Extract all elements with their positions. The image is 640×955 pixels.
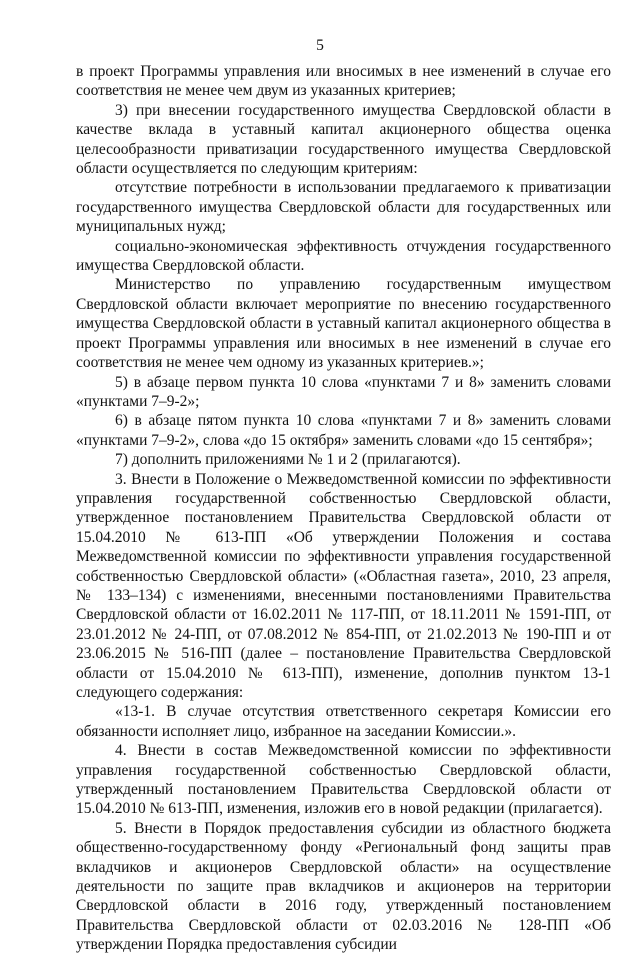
paragraph: Министерство по управлению государственным имуществом Свердловской области включает мероприятие по внесению государственного имущества Свердловской области в уставный капитал акционерного общества в проект Программы управления или вносимых в нее изменений в случае его соответствия не менее чем одному из указанных критериев.»; xyxy=(76,276,611,372)
paragraph: 7) дополнить приложениями № 1 и 2 (прилагаются). xyxy=(115,451,461,469)
paragraph: в проект Программы управления или вносимых в нее изменений в случае его соответствия не менее чем двум из указанных критериев; xyxy=(76,63,611,100)
paragraph: «13-1. В случае отсутствия ответственного секретаря Комиссии его обязанности исполняет лицо, избранное на заседании Комиссии.». xyxy=(76,703,611,740)
paragraph: 5) в абзаце первом пункта 10 слова «пунктами 7 и 8» заменить словами «пунктами 7–9-2»; xyxy=(76,373,611,410)
page-number: 5 xyxy=(316,37,324,54)
paragraph: социально-экономическая эффективность отчуждения государственного имущества Свердловской области. xyxy=(76,237,611,275)
document-body xyxy=(76,62,611,955)
paragraph: 3. Внести в Положение о Межведомственной комиссии по эффективности управления государственной собственностью Свердловской области, утвержденное постановлением Правительства Свердловской области от 15.04.2010 № 613-ПП «Об утверждении Положения и состава Межведомственной комиссии по эффективности управления государственной собственностью Свердловской области» («Областная газета», 2010, 23 апреля, № 133–134) с изменениями, внесенными постановлениями Правительства Свердловской области от 16.02.2011 № 117-ПП, от 18.11.2011 № 1591-ПП, от 23.01.2012 № 24-ПП, от 07.08.2012 № 854-ПП, от 21.02.2013 № 190-ПП и от 23.06.2015 № 516-ПП (далее – постановление Правительства Свердловской области от 15.04.2010 № 613-ПП), изменение, дополнив пунктом 13-1 следующего содержания: xyxy=(76,470,611,701)
paragraph: 4. Внести в состав Межведомственной комиссии по эффективности управления государственной собственностью Свердловской области, утвержденный постановлением Правительства Свердловской области от 15.04.2010 № 613-ПП, изменения, изложив его в новой редакции (прилагается). xyxy=(76,742,611,818)
paragraph: 3) при внесении государственного имущества Свердловской области в качестве вклада в уставный капитал акционерного общества оценка целесообразности приватизации государственного имущества Свердловской области осуществляется по следующим критериям: xyxy=(76,101,611,178)
paragraph: 6) в абзаце пятом пункта 10 слова «пунктами 7 и 8» заменить словами «пунктами 7–9-2», слова «до 15 октября» заменить словами «до 15 сентября»; xyxy=(76,412,611,449)
paragraph: отсутствие потребности в использовании предлагаемого к приватизации государственного имущества Свердловской области для государственных или муниципальных нужд; xyxy=(76,179,611,236)
paragraph: 5. Внести в Порядок предоставления субсидии из областного бюджета общественно-государственному фонду «Региональный фонд защиты прав вкладчиков и акционеров Свердловской области» на осуществление деятельности по защите прав вкладчиков и акционеров на территории Свердловской области в 2016 году, утвержденный постановлением Правительства Свердловской области от 02.03.2016 № 128-ПП «Об утверждении Порядка предоставления субсидии xyxy=(76,819,611,954)
